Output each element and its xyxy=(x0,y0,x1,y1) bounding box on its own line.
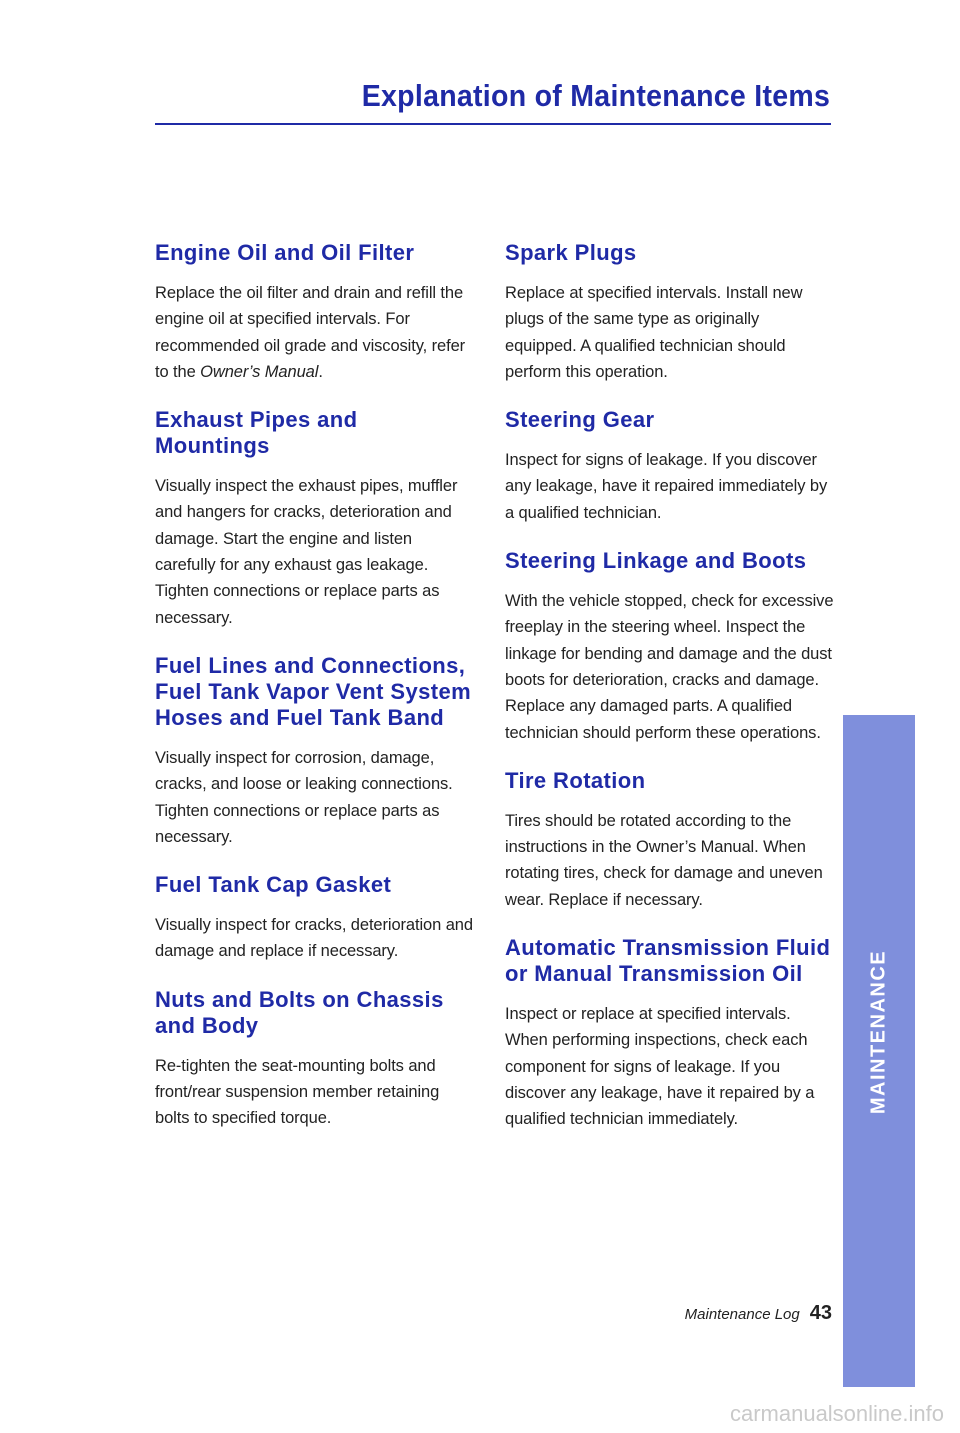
section-title: Exhaust Pipes and Mountings xyxy=(155,407,358,459)
section-title: Automatic Transmission Fluid or Manual Transmission Oil xyxy=(505,935,831,987)
section-title: Engine Oil and Oil Filter xyxy=(155,240,415,265)
section-nuts-bolts xyxy=(155,987,475,1132)
section-title: Spark Plugs xyxy=(505,240,637,265)
page-title: Explanation of Maintenance Items xyxy=(361,78,830,113)
left-column xyxy=(155,240,475,1154)
section-steering-linkage xyxy=(505,548,835,746)
section-exhaust-pipes xyxy=(155,407,475,631)
section-fuel-tank-cap xyxy=(155,872,475,965)
right-column xyxy=(505,240,835,1155)
section-body: Visually inspect for cracks, deterioration and damage and replace if necessary. xyxy=(155,916,473,961)
section-body: Replace at specified intervals. Install new plugs of the same type as originally equipped. A qualified technician should perform this operation. xyxy=(505,284,803,381)
section-title: Tire Rotation xyxy=(505,767,646,793)
title-divider xyxy=(155,123,831,125)
section-body: Re-tighten the seat-mounting bolts and front/rear suspension member retaining bolts to specified torque. xyxy=(155,1056,440,1128)
section-body-suffix: . xyxy=(318,362,323,381)
section-body: Visually inspect for corrosion, damage, cracks, and loose or leaking connections. Tighten connections or replace parts as necessary. xyxy=(155,748,453,846)
section-body: Visually inspect the exhaust pipes, muffler and hangers for cracks, deterioration and damage. Start the engine and listen carefully for any exhaust gas leakage. Tighten connections or replace parts as necessary. xyxy=(155,477,458,627)
section-title: Fuel Lines and Connections, Fuel Tank Vapor Vent System Hoses and Fuel Tank Band xyxy=(155,652,472,730)
section-body: Inspect for signs of leakage. If you discover any leakage, have it repaired immediately by a qualified technician. xyxy=(505,451,828,522)
section-title: Fuel Tank Cap Gasket xyxy=(155,872,392,898)
section-body-text: Replace the oil filter and drain and refill the engine oil at specified intervals. For recommended oil grade and viscosity, refer to the xyxy=(155,284,466,381)
section-spark-plugs xyxy=(505,240,835,385)
watermark: carmanualsonline.info xyxy=(729,1401,944,1426)
section-body: Inspect or replace at specified intervals. When performing inspections, check each component for signs of leakage. If you discover any leakage, have it repaired by a qualified technician immediately. xyxy=(505,1005,815,1129)
section-title: Steering Gear xyxy=(505,407,655,433)
section-transmission-fluid xyxy=(505,935,835,1132)
section-title: Nuts and Bolts on Chassis and Body xyxy=(155,986,444,1038)
footer-label: Maintenance Log xyxy=(684,1306,800,1323)
section-engine-oil xyxy=(155,240,475,385)
section-steering-gear xyxy=(505,407,835,526)
page-number: 43 xyxy=(809,1302,832,1324)
section-fuel-lines xyxy=(155,653,475,850)
page-footer xyxy=(685,1302,832,1325)
section-body-emphasis: Owner’s Manual xyxy=(200,362,319,381)
section-body xyxy=(155,280,475,385)
section-title: Steering Linkage and Boots xyxy=(505,548,807,574)
section-tire-rotation xyxy=(505,768,835,913)
section-body: With the vehicle stopped, check for excessive freeplay in the steering wheel. Inspect the linkage for bending and damage and the dust boots for deterioration, cracks and damage. Replace any damaged parts. A qualified technician should perform these operations. xyxy=(505,592,834,742)
side-tab-label: MAINTENANCE xyxy=(867,949,890,1115)
page-header xyxy=(321,78,830,114)
section-body: Tires should be rotated according to the instructions in the Owner’s Manual. When rotating tires, check for damage and uneven wear. Replace if necessary. xyxy=(505,811,823,909)
